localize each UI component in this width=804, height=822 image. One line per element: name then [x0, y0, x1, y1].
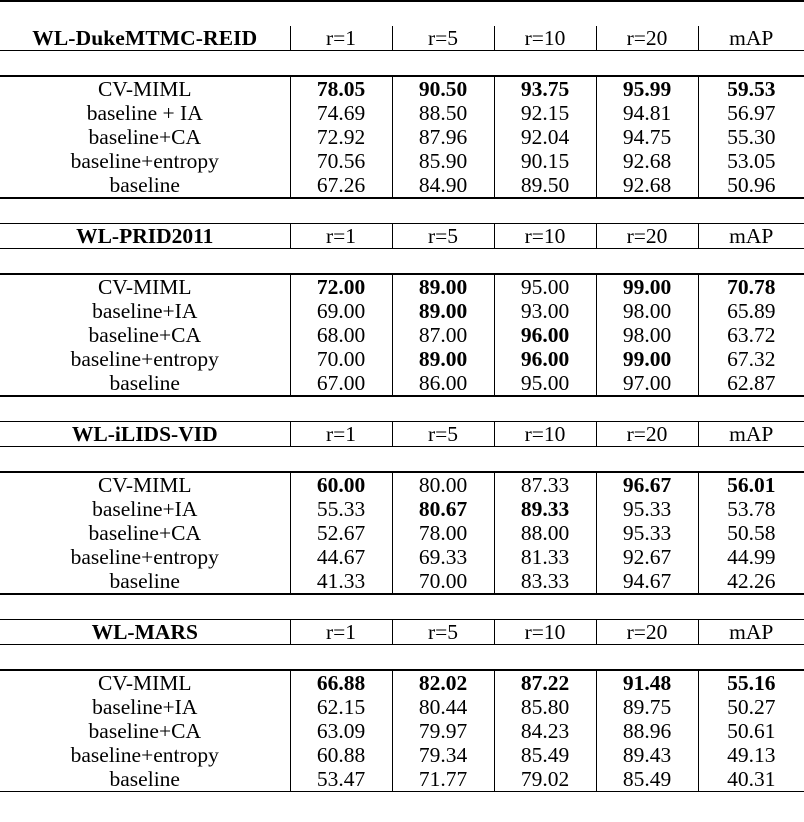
- metric-cell: 98.00: [596, 323, 698, 347]
- table-row: [0, 101, 804, 125]
- section-header-row: [0, 224, 804, 249]
- table-row: [0, 695, 804, 719]
- column-header-r-20: r=20: [596, 26, 698, 51]
- metric-cell: 89.00: [392, 274, 494, 299]
- metric-cell: 88.50: [392, 101, 494, 125]
- metric-cell: 87.33: [494, 472, 596, 497]
- column-header-r-1: r=1: [290, 620, 392, 645]
- table-row: [0, 545, 804, 569]
- metric-cell: 50.58: [698, 521, 804, 545]
- column-header-r-20: r=20: [596, 224, 698, 249]
- table-row: [0, 497, 804, 521]
- table-row: [0, 76, 804, 101]
- metric-cell: 95.00: [494, 371, 596, 396]
- metric-cell: 41.33: [290, 569, 392, 594]
- method-name-cell: baseline+IA: [92, 299, 198, 323]
- metric-cell: 95.00: [494, 274, 596, 299]
- column-header-r-20: r=20: [596, 422, 698, 447]
- metric-cell: 49.13: [698, 743, 804, 767]
- method-name-cell: baseline+IA: [92, 695, 198, 719]
- table-row: [0, 347, 804, 371]
- metric-cell: 56.01: [698, 472, 804, 497]
- metric-cell: 92.67: [596, 545, 698, 569]
- metric-cell: 67.26: [290, 173, 392, 198]
- table-row: [0, 743, 804, 767]
- metric-cell: 59.53: [698, 76, 804, 101]
- metric-cell: 93.75: [494, 76, 596, 101]
- metric-cell: 72.92: [290, 125, 392, 149]
- metric-cell: 84.90: [392, 173, 494, 198]
- metric-cell: 84.23: [494, 719, 596, 743]
- table-rule: [0, 396, 804, 422]
- table-rule: [0, 645, 804, 671]
- metric-cell: 69.33: [392, 545, 494, 569]
- metric-cell: 44.67: [290, 545, 392, 569]
- metric-cell: 55.33: [290, 497, 392, 521]
- table-row: [0, 299, 804, 323]
- method-name-cell: CV-MIML: [97, 671, 192, 695]
- column-header-r-10: r=10: [494, 620, 596, 645]
- column-header-r-5: r=5: [392, 422, 494, 447]
- results-table-body: [0, 1, 804, 816]
- metric-cell: 99.00: [596, 347, 698, 371]
- metric-cell: 85.49: [494, 743, 596, 767]
- section-header-row: [0, 26, 804, 51]
- column-header-map: mAP: [698, 620, 804, 645]
- column-header-r-1: r=1: [290, 224, 392, 249]
- metric-cell: 97.00: [596, 371, 698, 396]
- dataset-name-header: WL-DukeMTMC-REID: [32, 26, 258, 50]
- metric-cell: 91.48: [596, 670, 698, 695]
- metric-cell: 78.00: [392, 521, 494, 545]
- metric-cell: 70.00: [290, 347, 392, 371]
- metric-cell: 55.16: [698, 670, 804, 695]
- metric-cell: 88.00: [494, 521, 596, 545]
- metric-cell: 83.33: [494, 569, 596, 594]
- metric-cell: 89.43: [596, 743, 698, 767]
- metric-cell: 71.77: [392, 767, 494, 792]
- metric-cell: 56.97: [698, 101, 804, 125]
- metric-cell: 87.96: [392, 125, 494, 149]
- metric-cell: 63.09: [290, 719, 392, 743]
- metric-cell: 92.68: [596, 173, 698, 198]
- table-rule: [0, 792, 804, 817]
- metric-cell: 70.78: [698, 274, 804, 299]
- column-header-r-1: r=1: [290, 422, 392, 447]
- metric-cell: 70.56: [290, 149, 392, 173]
- metric-cell: 90.15: [494, 149, 596, 173]
- metric-cell: 95.33: [596, 521, 698, 545]
- column-header-r-5: r=5: [392, 620, 494, 645]
- metric-cell: 79.34: [392, 743, 494, 767]
- table-row: [0, 173, 804, 198]
- metric-cell: 53.05: [698, 149, 804, 173]
- column-header-map: mAP: [698, 224, 804, 249]
- table-row: [0, 521, 804, 545]
- metric-cell: 79.02: [494, 767, 596, 792]
- metric-cell: 95.33: [596, 497, 698, 521]
- table-rule: [0, 198, 804, 224]
- table-row: [0, 569, 804, 594]
- method-name-cell: baseline + IA: [86, 101, 203, 125]
- metric-cell: 85.49: [596, 767, 698, 792]
- method-name-cell: baseline+CA: [88, 719, 201, 743]
- method-name-cell: CV-MIML: [97, 77, 192, 101]
- metric-cell: 89.75: [596, 695, 698, 719]
- metric-cell: 82.02: [392, 670, 494, 695]
- metric-cell: 80.67: [392, 497, 494, 521]
- metric-cell: 79.97: [392, 719, 494, 743]
- method-name-cell: baseline+CA: [88, 125, 201, 149]
- metric-cell: 66.88: [290, 670, 392, 695]
- metric-cell: 68.00: [290, 323, 392, 347]
- metric-cell: 78.05: [290, 76, 392, 101]
- table-rule: [0, 1, 804, 26]
- metric-cell: 67.00: [290, 371, 392, 396]
- metric-cell: 96.00: [494, 323, 596, 347]
- metric-cell: 70.00: [392, 569, 494, 594]
- metric-cell: 89.00: [392, 299, 494, 323]
- metric-cell: 85.80: [494, 695, 596, 719]
- table-row: [0, 274, 804, 299]
- metric-cell: 69.00: [290, 299, 392, 323]
- metric-cell: 94.67: [596, 569, 698, 594]
- metric-cell: 81.33: [494, 545, 596, 569]
- metric-cell: 72.00: [290, 274, 392, 299]
- table-row: [0, 670, 804, 695]
- metric-cell: 67.32: [698, 347, 804, 371]
- metric-cell: 60.00: [290, 472, 392, 497]
- method-name-cell: CV-MIML: [97, 275, 192, 299]
- column-header-r-10: r=10: [494, 26, 596, 51]
- method-name-cell: baseline+entropy: [70, 347, 219, 371]
- section-header-row: [0, 620, 804, 645]
- table-rule: [0, 594, 804, 620]
- metric-cell: 42.26: [698, 569, 804, 594]
- column-header-r-1: r=1: [290, 26, 392, 51]
- table-row: [0, 767, 804, 792]
- method-name-cell: baseline+entropy: [70, 545, 219, 569]
- metric-cell: 89.33: [494, 497, 596, 521]
- table-row: [0, 371, 804, 396]
- method-name-cell: baseline+entropy: [70, 743, 219, 767]
- metric-cell: 95.99: [596, 76, 698, 101]
- metric-cell: 52.67: [290, 521, 392, 545]
- metric-cell: 80.44: [392, 695, 494, 719]
- column-header-map: mAP: [698, 422, 804, 447]
- metric-cell: 94.75: [596, 125, 698, 149]
- metric-cell: 50.27: [698, 695, 804, 719]
- table-rule: [0, 51, 804, 77]
- metric-cell: 93.00: [494, 299, 596, 323]
- metric-cell: 40.31: [698, 767, 804, 792]
- method-name-cell: baseline: [109, 569, 180, 593]
- table-row: [0, 323, 804, 347]
- method-name-cell: baseline: [109, 173, 180, 197]
- metric-cell: 86.00: [392, 371, 494, 396]
- metric-cell: 89.00: [392, 347, 494, 371]
- metric-cell: 87.00: [392, 323, 494, 347]
- metric-cell: 96.67: [596, 472, 698, 497]
- column-header-r-10: r=10: [494, 422, 596, 447]
- metric-cell: 90.50: [392, 76, 494, 101]
- metric-cell: 60.88: [290, 743, 392, 767]
- metric-cell: 98.00: [596, 299, 698, 323]
- metric-cell: 50.61: [698, 719, 804, 743]
- metric-cell: 80.00: [392, 472, 494, 497]
- method-name-cell: baseline+CA: [88, 323, 201, 347]
- table-rule: [0, 447, 804, 473]
- metric-cell: 99.00: [596, 274, 698, 299]
- dataset-name-header: WL-MARS: [91, 620, 198, 644]
- method-name-cell: baseline+CA: [88, 521, 201, 545]
- metric-cell: 53.47: [290, 767, 392, 792]
- metric-cell: 74.69: [290, 101, 392, 125]
- metric-cell: 92.15: [494, 101, 596, 125]
- metric-cell: 89.50: [494, 173, 596, 198]
- dataset-name-header: WL-PRID2011: [76, 224, 214, 248]
- figure-caption-strip: [0, 816, 804, 822]
- method-name-cell: baseline: [109, 371, 180, 395]
- method-name-cell: baseline+entropy: [70, 149, 219, 173]
- metric-cell: 63.72: [698, 323, 804, 347]
- column-header-r-5: r=5: [392, 26, 494, 51]
- column-header-map: mAP: [698, 26, 804, 51]
- metric-cell: 88.96: [596, 719, 698, 743]
- method-name-cell: CV-MIML: [97, 473, 192, 497]
- metric-cell: 65.89: [698, 299, 804, 323]
- table-row: [0, 149, 804, 173]
- metric-cell: 50.96: [698, 173, 804, 198]
- dataset-name-header: WL-iLIDS-VID: [71, 422, 218, 446]
- method-name-cell: baseline+IA: [92, 497, 198, 521]
- metric-cell: 44.99: [698, 545, 804, 569]
- metric-cell: 94.81: [596, 101, 698, 125]
- method-name-cell: baseline: [109, 767, 180, 791]
- table-rule: [0, 249, 804, 275]
- column-header-r-10: r=10: [494, 224, 596, 249]
- metric-cell: 92.04: [494, 125, 596, 149]
- metric-cell: 55.30: [698, 125, 804, 149]
- metric-cell: 85.90: [392, 149, 494, 173]
- metric-cell: 62.87: [698, 371, 804, 396]
- metric-cell: 96.00: [494, 347, 596, 371]
- table-row: [0, 472, 804, 497]
- metric-cell: 87.22: [494, 670, 596, 695]
- table-row: [0, 719, 804, 743]
- column-header-r-20: r=20: [596, 620, 698, 645]
- metric-cell: 53.78: [698, 497, 804, 521]
- metric-cell: 92.68: [596, 149, 698, 173]
- metric-cell: 62.15: [290, 695, 392, 719]
- table-row: [0, 125, 804, 149]
- section-header-row: [0, 422, 804, 447]
- column-header-r-5: r=5: [392, 224, 494, 249]
